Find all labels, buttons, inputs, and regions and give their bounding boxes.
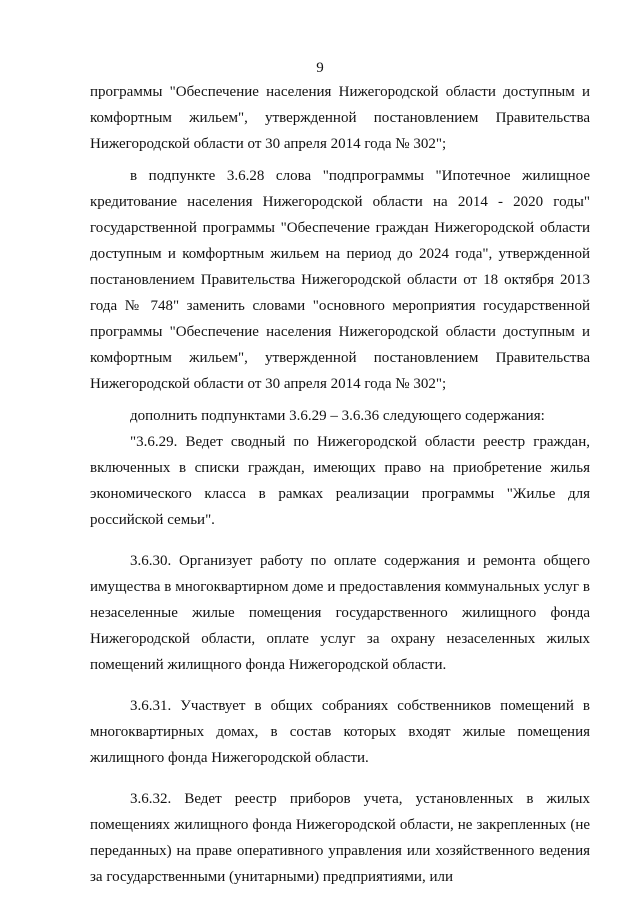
paragraph-3-6-32: 3.6.32. Ведет реестр приборов учета, установленных в жилых помещениях жилищного фонда Нижегородской области, не закрепленных (не переданных) на праве оперативного управления или хозяйственного ведения за государственными (унитарными) предприятиями, или	[90, 791, 590, 885]
paragraph-3-6-30: 3.6.30. Организует работу по оплате содержания и ремонта общего имущества в многоквартирном доме и предоставления коммунальных услуг в незаселенные жилые помещения государственного жилищного фонда Нижегородской области, оплате услуг за охрану незаселенных жилых помещений жилищного фонда Нижегородской области.	[90, 553, 590, 673]
paragraph-add-subpoints: дополнить подпунктами 3.6.29 – 3.6.36 следующего содержания:	[130, 408, 545, 424]
paragraph-continuation: программы "Обеспечение населения Нижегородской области доступным и комфортным жильем", утвержденной постановлением Правительства Нижегородской области от 30 апреля 2014 года № 302";	[90, 84, 590, 152]
paragraph-subpoint-3-6-28: в подпункте 3.6.28 слова "подпрограммы "Ипотечное жилищное кредитование населения Нижегородской области на 2014 - 2020 годы" государственной программы "Обеспечение граждан Нижегородской области доступным и комфортным жильем на период до 2024 года", утвержденной постановлением Правительства Нижегородской области от 18 октября 2013 года № 748" заменить словами "основного мероприятия государственной программы "Обеспечение населения Нижегородской области доступным и комфортным жильем", утвержденной постановлением Правительства Нижегородской области от 30 апреля 2014 года № 302";	[90, 168, 590, 392]
page-number: 9	[316, 60, 324, 76]
paragraph-3-6-29: "3.6.29. Ведет сводный по Нижегородской области реестр граждан, включенных в списки граждан, имеющих право на приобретение жилья экономического класса в рамках реализации программы "Жилье для российской семьи".	[90, 434, 590, 528]
document-body	[90, 79, 590, 890]
paragraph-3-6-31: 3.6.31. Участвует в общих собраниях собственников помещений в многоквартирных домах, в состав которых входят жилые помещения жилищного фонда Нижегородской области.	[90, 698, 590, 766]
